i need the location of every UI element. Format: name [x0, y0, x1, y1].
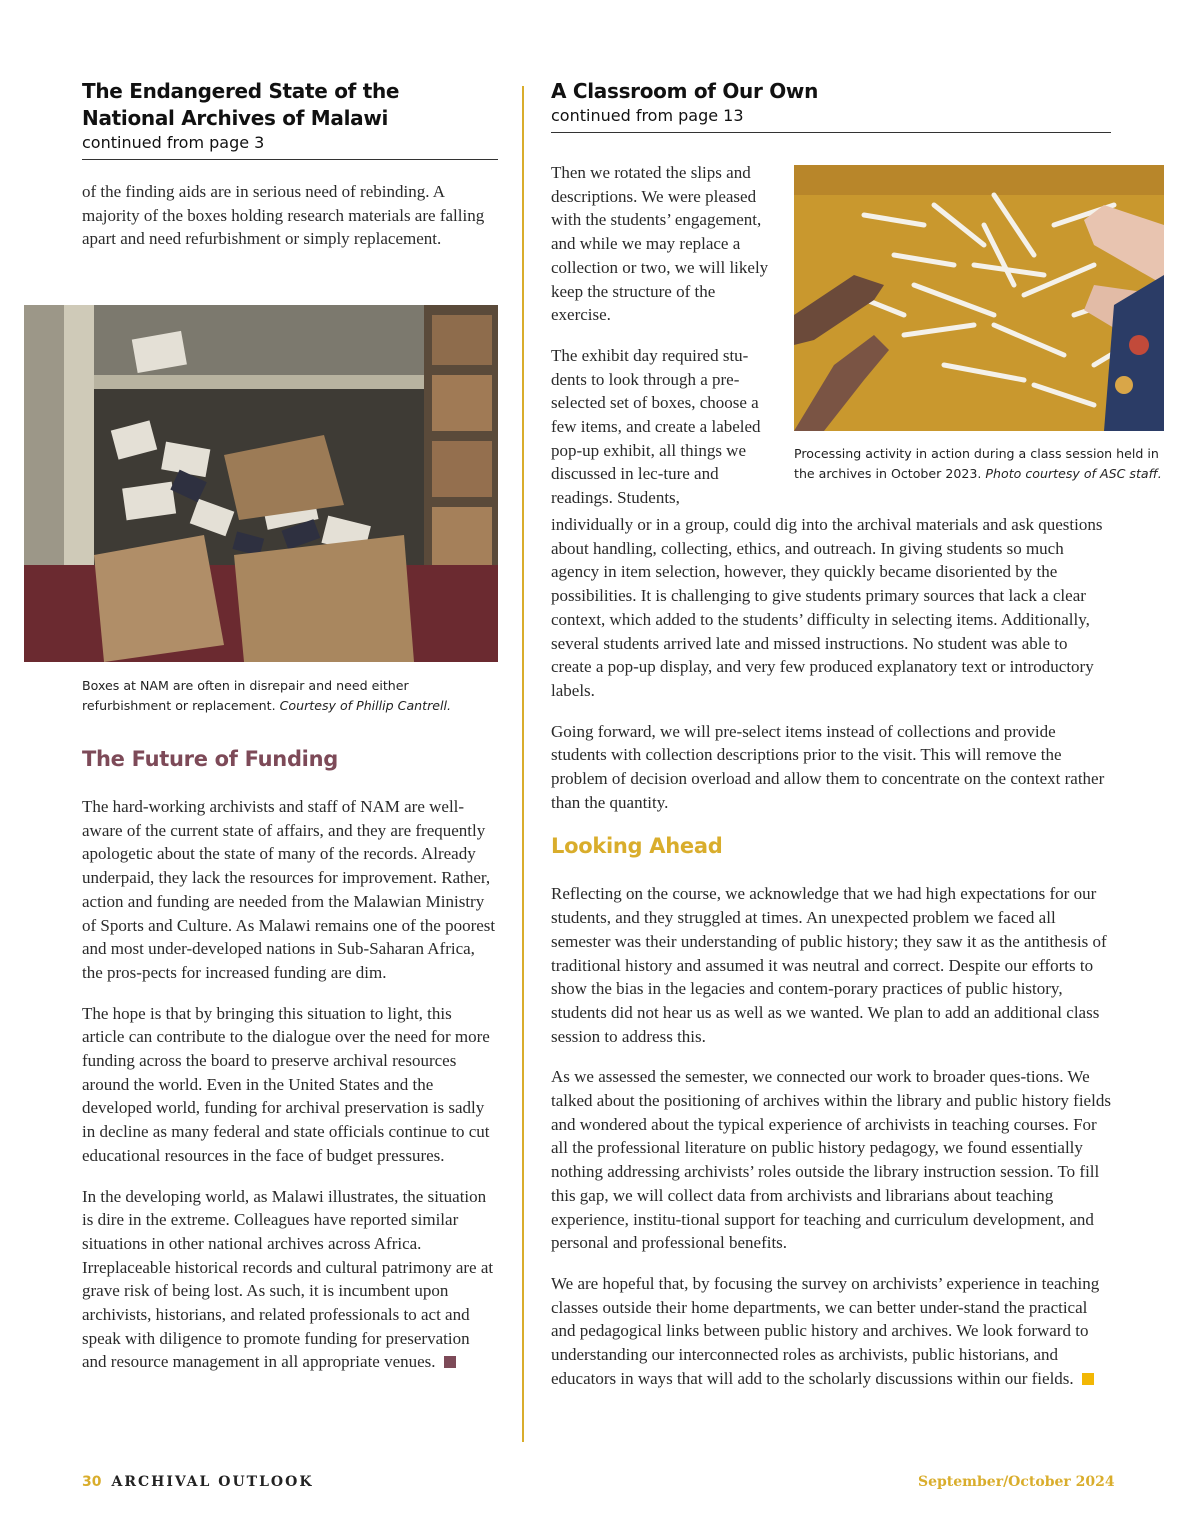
processing-activity-photo: [794, 165, 1164, 431]
continued-from-label: continued from page 13: [551, 105, 1111, 133]
funding-section: [82, 747, 498, 1391]
right-photo-caption-block: [794, 444, 1166, 484]
funding-paragraph-3: In the developing world, as Malawi illustrates, the situation is dire in the extreme. Colleagues have reported similar situations in other national archives across Africa. Irreplaceable historical records and cultural patrimony are at grave risk of being lost. As such, it is incumbent upon archivists, historians, and related professionals to act and speak with diligence to promote funding for preservation and resource management in all appropriate venues.: [82, 1186, 494, 1372]
funding-paragraph-2: The hope is that by bringing this situation to light, this article can contribute to the dialogue over the need for more funding across the board to preserve archival resources around the world. Even in the United States and the developed world, funding for archival preservation is sadly in decline as many federal and state officials continue to cut educational resources in the face of budget pressures.: [82, 1003, 490, 1165]
looking-ahead-paragraph-2: As we assessed the semester, we connected our work to broader ques-tions. We talked about the positioning of archives within the library and public history fields and wondered about the typical experience of archivists in teaching courses. For all the professional literature on public history pedagogy, we found essentially nothing addressing archivists’ roles outside the library instruction session. To fill this gap, we will collect data from archivists and librarians about teaching experience, institu-tional support for teaching and curriculum development, and personal and professional benefits.: [551, 1067, 1111, 1253]
article-end-mark: [1082, 1373, 1094, 1385]
magazine-name: ARCHIVAL OUTLOOK: [111, 1474, 314, 1490]
article-title-malawi: The Endangered State of the National Archives of Malawi: [82, 79, 400, 130]
article-end-mark: [444, 1356, 456, 1368]
processing-photo-caption: Processing activity in action during a class session held in the archives in October 2023. Photo courtesy of ASC staff.: [794, 446, 1162, 481]
classroom-paragraph-2-rest: individually or in a group, could dig into the archival materials and ask questions about handling, collecting, ethics, and outreach. In giving students so much agency in item selection, however, they quickly became disoriented by the possibilities. It is challenging to give students primary sources that lack a clear context, which added to the students’ difficulty in selecting items. Additionally, several students arrived late and missed instructions. No student was able to create a pop-up display, and very few produced explanatory text or introductory labels.: [551, 515, 1103, 700]
wrapped-text-block: [551, 161, 773, 510]
intro-paragraph: of the finding aids are in serious need of rebinding. A majority of the boxes holding research materials are falling apart and need refurbishment or simply replacement.: [82, 182, 485, 249]
classroom-paragraph-2-wrapped: The exhibit day required stu-dents to look through a pre-selected set of boxes, choose a few items, and create a labeled pop-up exhibit, all things we discussed in lec-ture and readings. Students,: [551, 345, 761, 508]
classroom-paragraph-3: Going forward, we will pre-select items instead of collections and provide students with collection descriptions prior to the visit. This will remove the problem of decision overload and allow them to concentrate on the context rather than the quantity.: [551, 721, 1105, 812]
processing-photo-credit: Photo courtesy of ASC staff.: [985, 466, 1162, 481]
right-column: [551, 78, 1111, 133]
continued-from-label: continued from page 3: [82, 132, 498, 160]
boxes-photo-credit: Courtesy of Phillip Cantrell.: [279, 698, 452, 713]
boxes-photo-caption: Boxes at NAM are often in disrepair and need either refurbishment or replacement. Courtesy of Phillip Cantrell.: [82, 678, 452, 713]
left-column: [82, 78, 498, 268]
right-lower-text: [551, 513, 1111, 1408]
looking-ahead-paragraph-1: Reflecting on the course, we acknowledge that we had high expectations for our students, and they struggled at times. An unexpected problem we faced all semester was their understanding of public history; they saw it as the antithesis of traditional history and assumed it was neutral and correct. Despite our efforts to show the bias in the legacies and contem-porary practices of public history, students did not hear us as well as we wanted. We plan to add an additional class session to address this.: [551, 884, 1107, 1046]
page-footer-left: [82, 1474, 313, 1490]
section-heading-future-of-funding: The Future of Funding: [82, 747, 338, 771]
boxes-disrepair-photo: [24, 305, 498, 662]
column-divider: [522, 86, 524, 1442]
funding-paragraph-1: The hard-working archivists and staff of NAM are well-aware of the current state of affairs, and they are frequently apologetic about the state of many of the records. Already underpaid, they lack the resources for improvement. Rather, action and funding are needed from the Malawian Ministry of Sports and Culture. As Malawi remains one of the poorest and most under-developed nations in Sub-Saharan Africa, the pros-pects for increased funding are dim.: [82, 797, 496, 982]
issue-date: September/October 2024: [918, 1474, 1115, 1490]
looking-ahead-paragraph-3: We are hopeful that, by focusing the survey on archivists’ experience in teaching classes outside their home departments, we can better under-stand the practical and pedagogical links between public history and archives. We look forward to understanding our interconnected roles as archivists, public historians, and educators in ways that will add to the scholarly discussions within our fields.: [551, 1273, 1100, 1388]
classroom-paragraph-1: Then we rotated the slips and descriptions. We were pleased with the students’ engagement, and while we may replace a collection or two, we will likely keep the structure of the exercise.: [551, 163, 769, 325]
left-photo-caption-block: [82, 676, 498, 716]
section-heading-looking-ahead: Looking Ahead: [551, 834, 723, 859]
page-number: 30: [82, 1474, 102, 1490]
article-title-classroom: A Classroom of Our Own: [551, 79, 819, 103]
